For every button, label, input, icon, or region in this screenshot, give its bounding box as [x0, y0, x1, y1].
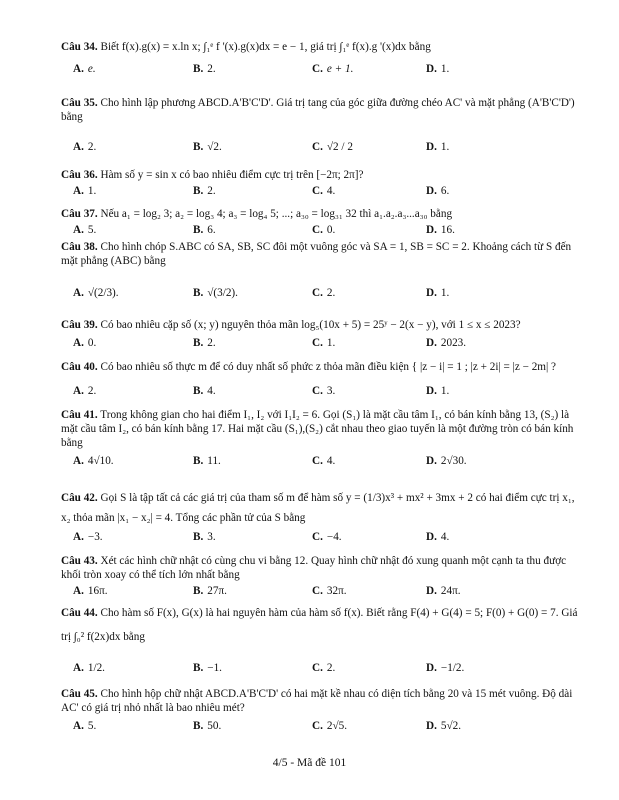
option-c[interactable]: C. 3. [312, 385, 336, 397]
question-number: Câu 40. [61, 361, 98, 373]
question-stem: Có bao nhiêu số thực m để có duy nhất số phức z thỏa mãn điều kiện { |z − i| = 1 ; |z + 2i| = |z − 2m| ? [100, 361, 556, 373]
option-b[interactable]: B. √(3/2). [193, 287, 238, 299]
answer-options [61, 719, 583, 735]
option-a[interactable]: A. 4√10. [73, 455, 114, 467]
question-number: Câu 45. [61, 688, 98, 700]
option-c[interactable]: C. 4. [312, 455, 336, 467]
option-d[interactable]: D. 16. [426, 224, 455, 236]
question-35 [61, 96, 583, 156]
option-a[interactable]: A. e. [73, 63, 96, 75]
option-c[interactable]: C. 1. [312, 337, 336, 349]
option-c[interactable]: C. 4. [312, 185, 336, 197]
question-stem: Trong không gian cho hai điểm I₁, I₂ với I₁I₂ = 6. Gọi (S₁) là mặt cầu tâm I₁, có bán kính bằng 13, (S₂) là mặt cầu tâm I₂, có bán kính bằng 17. Hai mặt cầu (S₁),(S₂) cắt nhau theo giao tuyến là một đường tròn có bán kính bằng [61, 409, 574, 449]
page-footer: 4/5 - Mã đề 101 [272, 757, 347, 769]
answer-options [61, 454, 583, 470]
option-a[interactable]: A. 1/2. [73, 662, 105, 675]
option-d[interactable]: D. 6. [426, 185, 450, 197]
question-stem: Gọi S là tập tất cả các giá trị của tham số m để hàm số y = (1/3)x³ + mx² + 3mx + 2 có hai điểm cực trị x₁, x₂ thỏa mãn |x₁ − x₂| = 4. Tổng các phần tử của S bằng [61, 492, 575, 524]
question-45 [61, 687, 583, 735]
option-d[interactable]: D. 2023. [426, 337, 467, 349]
answer-options [61, 384, 583, 400]
option-c[interactable]: C. 0. [312, 224, 336, 236]
question-stem: Hàm số y = sin x có bao nhiêu điểm cực trị trên [−2π; 2π]? [100, 169, 364, 181]
option-c[interactable]: C. e + 1. [312, 63, 354, 75]
option-c[interactable]: C. 2. [312, 287, 336, 299]
option-b[interactable]: B. 2. [193, 63, 216, 75]
question-number: Câu 38. [61, 241, 98, 253]
question-37 [61, 207, 583, 239]
question-stem: Cho hàm số F(x), G(x) là hai nguyên hàm của hàm số f(x). Biết rằng F(4) + G(4) = 5; F(0) + G(0) = 7. Giá trị ∫₀² f(2x)dx bằng [61, 607, 578, 643]
question-number: Câu 41. [61, 409, 98, 421]
question-number: Câu 35. [61, 97, 98, 109]
answer-options [61, 140, 583, 156]
option-c[interactable]: C. √2 / 2 [312, 141, 353, 153]
option-d[interactable]: D. 1. [426, 287, 450, 299]
option-a[interactable]: A. √(2/3). [73, 287, 119, 299]
question-stem: Cho hình hộp chữ nhật ABCD.A'B'C'D' có hai mặt kề nhau có diện tích bằng 20 và 15 mét vuông. Độ dài AC' có giá trị nhỏ nhất là bao nhiêu mét? [61, 688, 573, 714]
option-b[interactable]: B. 2. [193, 337, 216, 349]
option-a[interactable]: A. 5. [73, 720, 97, 732]
question-number: Câu 43. [61, 555, 98, 567]
option-c[interactable]: C. 2. [312, 662, 336, 675]
option-b[interactable]: B. 2. [193, 185, 216, 197]
question-number: Câu 39. [61, 319, 98, 331]
question-44 [61, 602, 583, 677]
option-a[interactable]: A. 0. [73, 337, 97, 349]
option-d[interactable]: D. −1/2. [426, 662, 465, 675]
option-a[interactable]: A. 2. [73, 141, 97, 153]
option-b[interactable]: B. 3. [193, 531, 216, 544]
answer-options [61, 530, 583, 546]
question-stem: Xét các hình chữ nhật có cùng chu vi bằng 12. Quay hình chữ nhật đó xung quanh một cạnh ta thu được khối tròn xoay có thể tích lớn nhất bằng [61, 555, 567, 581]
question-stem: Nếu a₁ = log₂ 3; a₂ = log₃ 4; a₃ = log₄ 5; ...; a₃₀ = log₃₁ 32 thì a₁.a₂.a₃...a₃₀ bằng [100, 208, 453, 220]
option-b[interactable]: B. 4. [193, 385, 216, 397]
option-a[interactable]: A. 5. [73, 224, 97, 236]
question-38 [61, 240, 583, 302]
option-d[interactable]: D. 1. [426, 141, 450, 153]
question-number: Câu 37. [61, 208, 98, 220]
answer-options [61, 184, 583, 200]
option-c[interactable]: C. 2√5. [312, 720, 348, 732]
question-number: Câu 34. [61, 41, 98, 53]
option-a[interactable]: A. 16π. [73, 585, 108, 597]
answer-options [61, 584, 583, 600]
question-43 [61, 554, 583, 600]
question-number: Câu 44. [61, 607, 98, 619]
question-number: Câu 42. [61, 492, 98, 504]
option-b[interactable]: B. √2. [193, 141, 222, 153]
question-stem: Cho hình chóp S.ABC có SA, SB, SC đôi một vuông góc và SA = 1, SB = SC = 2. Khoảng cách từ S đến mặt phẳng (ABC) bằng [61, 241, 572, 267]
option-d[interactable]: D. 5√2. [426, 720, 462, 732]
option-a[interactable]: A. −3. [73, 531, 103, 544]
option-c[interactable]: C. 32π. [312, 585, 347, 597]
option-b[interactable]: B. 6. [193, 224, 216, 236]
option-c[interactable]: C. −4. [312, 531, 342, 544]
option-d[interactable]: D. 1. [426, 385, 450, 397]
option-a[interactable]: A. 1. [73, 185, 97, 197]
option-d[interactable]: D. 1. [426, 63, 450, 75]
answer-options [61, 286, 583, 302]
answer-options [61, 223, 583, 239]
question-stem: Có bao nhiêu cặp số (x; y) nguyên thỏa mãn log₅(10x + 5) = 25ʸ − 2(x − y), với 1 ≤ x ≤ 2023? [100, 319, 521, 331]
question-42 [61, 489, 583, 546]
question-stem: Cho hình lập phương ABCD.A'B'C'D'. Giá trị tang của góc giữa đường chéo AC' và mặt phẳng (A'B'C'D') bằng [61, 97, 575, 123]
question-39 [61, 318, 583, 352]
option-d[interactable]: D. 2√30. [426, 455, 467, 467]
option-b[interactable]: B. 11. [193, 455, 221, 467]
option-d[interactable]: D. 24π. [426, 585, 461, 597]
option-d[interactable]: D. 4. [426, 531, 450, 544]
option-b[interactable]: B. 27π. [193, 585, 227, 597]
question-number: Câu 36. [61, 169, 98, 181]
answer-options [61, 62, 583, 78]
question-40 [61, 352, 583, 400]
option-b[interactable]: B. 50. [193, 720, 222, 732]
answer-options [61, 661, 583, 677]
question-34 [61, 40, 583, 78]
question-stem: Biết f(x).g(x) = x.ln x; ∫₁ᵉ f '(x).g(x)dx = e − 1, giá trị ∫₁ᵉ f(x).g '(x)dx bằng [100, 41, 431, 53]
option-b[interactable]: B. −1. [193, 662, 222, 675]
question-41 [61, 408, 583, 470]
answer-options [61, 336, 583, 352]
question-36 [61, 168, 583, 200]
option-a[interactable]: A. 2. [73, 385, 97, 397]
